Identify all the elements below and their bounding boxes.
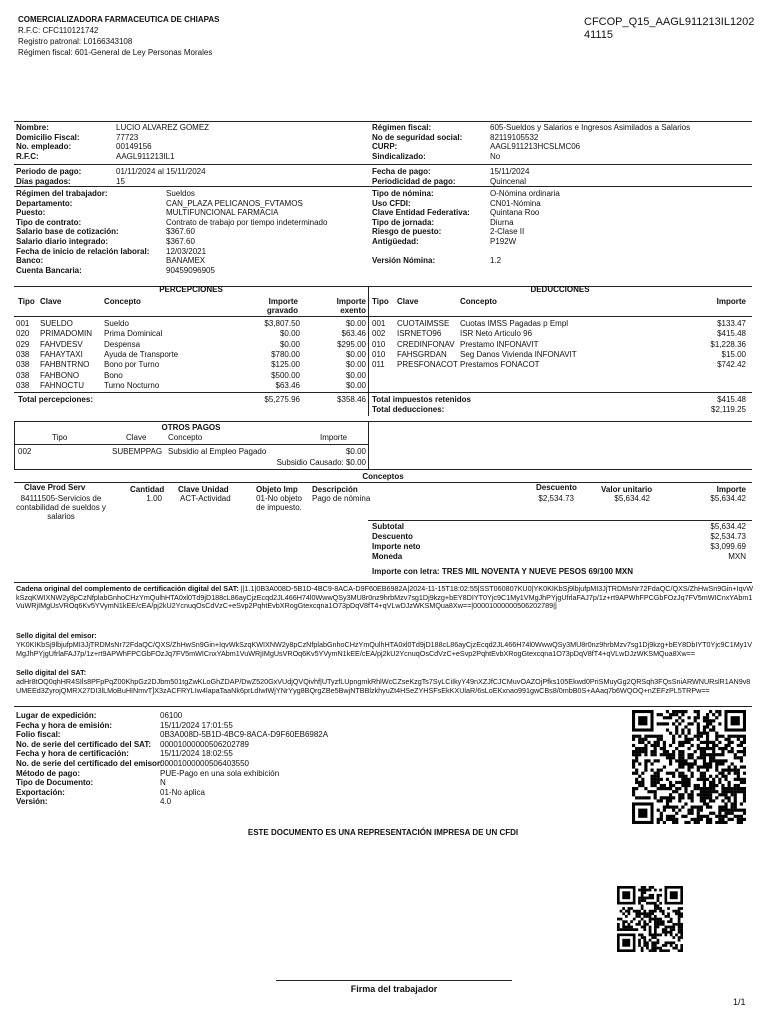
field-row	[16, 123, 209, 132]
cell-exento: $0.00	[345, 380, 366, 390]
cell-gravado: $0.00	[279, 329, 300, 339]
document-id-line2: 41115	[584, 29, 613, 41]
field-value: Contrato de trabajo por tiempo indeterminado	[166, 217, 328, 227]
ded-ret-value: $415.48	[717, 395, 746, 404]
cell-clave: ISRNETO96	[397, 329, 442, 339]
company-name: COMERCIALIZADORA FARMACEUTICA DE CHIAPAS	[18, 15, 220, 24]
cell-concepto: Turno Nocturno	[104, 380, 160, 390]
field-row	[16, 721, 233, 730]
field-label: Salario base de cotización:	[16, 227, 119, 237]
field-row	[16, 730, 328, 739]
field-row	[372, 208, 539, 217]
cell-concepto: Bono por Turno	[104, 360, 160, 370]
cell-concepto: Seg Danos Vivienda INFONAVIT	[460, 349, 577, 359]
cell-exento: $0.00	[345, 360, 366, 370]
field-label: Fecha y hora de certificación:	[16, 749, 129, 759]
conceptos-header-unidad: Clave Unidad	[178, 485, 229, 494]
sello-emisor-label: Sello digital del emisor:	[16, 631, 97, 640]
field-label: Folio fiscal:	[16, 730, 61, 740]
field-label: Uso CFDI:	[372, 198, 411, 208]
field-row	[372, 227, 524, 236]
field-row	[16, 208, 278, 217]
field-value: 06100	[160, 711, 183, 720]
field-value: Sueldos	[166, 189, 195, 198]
ded-total-value: $2,119.25	[711, 405, 746, 414]
conceptos-header-objeto: Objeto Imp	[256, 485, 298, 494]
document-id-line1: CFCOP_Q15_AAGL911213IL1202	[584, 16, 755, 28]
divider	[14, 482, 752, 483]
cell-tipo: 038	[16, 370, 30, 380]
company-rfc: R.F.C: CFC110121742	[18, 26, 99, 35]
field-row	[372, 142, 580, 151]
cell-importe: $1,228.36	[710, 339, 746, 349]
conceptos-title: Conceptos	[362, 472, 404, 481]
cell-exento: $63.46	[341, 329, 366, 339]
field-value: CN01-Nómina	[490, 198, 541, 208]
field-label: Subtotal	[372, 522, 404, 531]
field-label: Tipo de Documento:	[16, 778, 94, 788]
field-label: Lugar de expedición:	[16, 711, 97, 720]
conceptos-header-cantidad: Cantidad	[130, 485, 165, 494]
cell-concepto: Prima Dominical	[104, 329, 163, 339]
otros-row-tipo: 002	[18, 447, 32, 456]
field-row	[372, 532, 746, 541]
field-value: 1.2	[490, 256, 502, 266]
field-row	[16, 749, 233, 758]
field-row	[16, 177, 125, 186]
conceptos-row-cantidad: 1.00	[146, 494, 162, 503]
importe-letra	[372, 567, 633, 576]
conceptos-row-clave: 84111505-Servicios de contabilidad de sueldos y salarios	[16, 494, 106, 522]
perc-header-gravado: Importe gravado	[266, 297, 298, 316]
cell-concepto: Despensa	[104, 339, 141, 349]
field-label: Departamento:	[16, 198, 73, 208]
company-registro: Registro patronal: L0166343108	[18, 37, 133, 46]
divider	[14, 469, 752, 470]
cell-tipo: 020	[16, 329, 30, 339]
otros-header-tipo: Tipo	[52, 433, 68, 442]
cell-clave: FAHSGRDAN	[397, 349, 447, 359]
field-row	[372, 123, 690, 132]
field-label: Antigüedad:	[372, 237, 419, 246]
field-value: No	[490, 151, 501, 161]
field-value: Quincenal	[490, 176, 527, 186]
field-row	[372, 218, 514, 227]
cadena-original	[16, 585, 754, 611]
otros-row-clave: SUBEMPPAG	[112, 447, 163, 456]
field-value: 15	[116, 176, 125, 186]
field-label: Régimen del trabajador:	[16, 189, 108, 198]
cell-gravado: $500.00	[271, 370, 300, 380]
cell-importe: $133.47	[717, 319, 746, 328]
field-label: Días pagados:	[16, 176, 71, 186]
cell-tipo: 011	[372, 360, 385, 370]
divider	[14, 164, 752, 165]
cell-clave: FAHAYTAXI	[40, 349, 83, 359]
cell-importe: $742.42	[717, 360, 746, 370]
field-row	[372, 152, 500, 161]
field-value: $367.60	[166, 227, 195, 237]
field-value: LUCIO ALVAREZ GOMEZ	[116, 123, 210, 132]
divider	[14, 316, 752, 317]
divider	[14, 582, 752, 583]
field-row	[16, 256, 205, 265]
cell-tipo: 002	[372, 329, 386, 339]
signature-line	[276, 980, 512, 981]
field-value: MXN	[728, 552, 746, 561]
field-row	[16, 740, 249, 749]
divider	[368, 286, 369, 416]
cell-exento: $0.00	[345, 370, 366, 380]
conceptos-row-descuento: $2,534.73	[538, 494, 574, 503]
otros-header-concepto: Concepto	[168, 433, 203, 442]
field-row	[16, 247, 206, 256]
field-label: Importe neto	[372, 542, 421, 551]
field-row	[16, 769, 279, 778]
divider	[14, 392, 752, 393]
field-label: R.F.C:	[16, 151, 39, 161]
field-value: N	[160, 778, 166, 788]
field-label: Exportación:	[16, 787, 65, 797]
cell-clave: FAHBONO	[40, 370, 80, 380]
field-value: 0B3A008D-5B1D-4BC9-8ACA-D9F60EB6982A	[160, 730, 329, 740]
cell-clave: CUOTAIMSSE	[397, 319, 450, 328]
field-row	[16, 788, 205, 797]
company-regimen: Régimen fiscal: 601-General de Ley Personas Morales	[18, 48, 213, 57]
conceptos-row-descripcion: Pago de nómina	[312, 494, 371, 503]
field-value: 01/11/2024 al 15/11/2024	[116, 167, 206, 176]
cell-concepto: Cuotas IMSS Pagadas p Empl	[460, 319, 569, 328]
field-row	[372, 199, 541, 208]
cell-clave: PRESFONACOT	[397, 360, 458, 370]
field-value: P192W	[490, 237, 517, 246]
field-label: Tipo de jornada:	[372, 217, 435, 227]
field-value: $3,099.69	[710, 542, 746, 551]
field-value: 605-Sueldos y Salarios e Ingresos Asimilados a Salarios	[490, 123, 691, 132]
field-row	[16, 189, 195, 198]
field-value: 15/11/2024 18:02:55	[160, 749, 233, 759]
cell-tipo: 010	[372, 349, 386, 359]
perc-header-concepto: Concepto	[104, 297, 141, 306]
field-row	[16, 266, 215, 275]
field-label: Régimen fiscal:	[372, 123, 432, 132]
field-value: 01-No aplica	[160, 787, 205, 797]
cell-gravado: $3,807.50	[264, 319, 300, 328]
cell-exento: $0.00	[345, 319, 366, 328]
field-value: MULTIFUNCIONAL FARMACIA	[166, 208, 279, 218]
cell-concepto: Prestamo INFONAVIT	[460, 339, 539, 349]
ded-header-clave: Clave	[397, 297, 419, 306]
cell-concepto: Bono	[104, 370, 123, 380]
cell-importe: $15.00	[721, 349, 746, 359]
field-row	[16, 227, 195, 236]
field-value: PUE-Pago en una sola exhibición	[160, 768, 280, 778]
field-label: Periodicidad de pago:	[372, 176, 456, 186]
cell-clave: FAHNOCTU	[40, 380, 84, 390]
divider	[14, 706, 752, 707]
field-label: Fecha y hora de emisión:	[16, 720, 113, 730]
conceptos-row-objeto: 01-No objeto de impuesto.	[256, 494, 302, 513]
field-row	[16, 218, 327, 227]
field-row	[16, 797, 171, 806]
conceptos-header-clave: Clave Prod Serv	[24, 483, 86, 492]
field-label: Fecha de inicio de relación laboral:	[16, 246, 150, 256]
field-label: Puesto:	[16, 208, 46, 218]
field-value: 00001000000506403550	[160, 759, 249, 768]
field-row	[372, 256, 501, 265]
field-value: 00001000000506202789	[160, 739, 249, 749]
cell-tipo: 038	[16, 360, 30, 370]
field-label: Banco:	[16, 256, 44, 266]
ded-ret-label: Total impuestos retenidos	[372, 395, 471, 404]
cell-concepto: Prestamos FONACOT	[460, 360, 540, 370]
field-row	[372, 552, 746, 561]
field-value: Quintana Roo	[490, 208, 540, 218]
sello-emisor: YK0KIKbSj9lbjufpMI3JjTRDMsNr72FdaQC/QXS/ZhHwSn9Gin+IqvWkSzqKWIXNW2y8pCzNfplabGnhoCHzYmQulhHTA0xl0Td9jD188cL86ayCjzEcqd2JL466H74l0WwwQSy3MU8r0nz9hrbMzv7sg1Dj9kzg+bEY8DbIYT0Yjc9C1My1VMgJhPYjgUfrlaFAJ7p/1z+rt9APWhFPCGbFOzJq7FV5mWICnxYAbm1VuWRjIMgUsVROq6Kv5YVymN1kEE/cEA/pj2kU2YcnuqOsCdVzC+eSvp2PqhtEvbXRogGtexcqna1O73pDqV8fT4+qVLwDJzWKSMQua8Xw==	[16, 640, 753, 658]
field-value: 90459096905	[166, 265, 215, 275]
field-row	[16, 199, 303, 208]
conceptos-header-importe: Importe	[716, 485, 746, 494]
cell-exento: $0.00	[345, 349, 366, 359]
cell-concepto: Sueldo	[104, 319, 129, 328]
field-label: No. de serie del certificado del emisor:	[16, 759, 163, 768]
sello-sat: adHr8tOQ0qhHR4SIls8PFpPqZ00KhpGz2DJbm501tgZwKLoGhZDAP/DwZ520GxVUdjQVQivhf|UTyzfLUpngmkRhlWcCZseKzgTs7SyLCiIkyY49nXZJfCJCMuvOAZOjPfks105Ekwd0PriSMuyGg2QRSqh3FQsSniARWNURslR1AN9v8UMEEd3ZyrojQMRX27DI3lLMoBuHINmvT]X3zACFRYLIw4lapaTaaNk6prLdIwIWjYNrYyg8BQrgZBe5BwjNTBBlzkhyuZt4HSeZYHSFsEkKXUlaR/6sLoEKxnao991gwCBs8/0mbB0S+AAaq7b6WQOQ+nZEFzPL5TRPw==	[16, 677, 751, 695]
field-value: 77723	[116, 132, 139, 142]
representacion-impresa: ESTE DOCUMENTO ES UNA REPRESENTACIÓN IMPRESA DE UN CFDI	[247, 828, 519, 837]
field-label: Descuento	[372, 532, 413, 541]
cell-exento: $295.00	[337, 339, 366, 349]
field-label: No. empleado:	[16, 142, 72, 152]
field-label: Versión Nómina:	[372, 256, 436, 266]
qr-code-icon	[632, 710, 746, 824]
conceptos-header-valor: Valor unitario	[601, 485, 653, 494]
field-row	[16, 152, 175, 161]
importe-letra-value: TRES MIL NOVENTA Y NUEVE PESOS 69/100 MXN	[441, 567, 633, 576]
field-row	[372, 167, 529, 176]
ded-header-tipo: Tipo	[372, 297, 389, 306]
field-row	[16, 759, 249, 768]
field-row	[16, 142, 152, 151]
ded-total-label: Total deducciones:	[372, 405, 445, 414]
qr-code-icon	[617, 886, 683, 952]
field-label: Salario diario integrado:	[16, 237, 109, 246]
field-value: AAGL911213IL1	[116, 151, 175, 161]
field-label: Sindicalizado:	[372, 151, 426, 161]
field-value: O-Nómina ordinaria	[490, 189, 560, 198]
cell-gravado: $780.00	[271, 349, 300, 359]
cell-gravado: $125.00	[271, 360, 300, 370]
perc-total-label: Total percepciones:	[18, 395, 93, 404]
cell-clave: CREDINFONAV	[397, 339, 455, 349]
percepciones-title: PERCEPCIONES	[159, 285, 223, 294]
field-value: 15/11/2024 17:01:55	[160, 720, 233, 730]
cell-clave: FAHBNTRNO	[40, 360, 90, 370]
field-label: No de seguridad social:	[372, 132, 463, 142]
field-label: Versión:	[16, 797, 48, 807]
field-value: 82119105532	[490, 132, 539, 142]
divider	[14, 186, 752, 187]
cell-tipo: 038	[16, 380, 30, 390]
cell-clave: PRIMADOMIN	[40, 329, 92, 339]
field-value: $367.60	[166, 237, 195, 246]
field-label: CURP:	[372, 142, 398, 152]
field-label: Tipo de contrato:	[16, 217, 82, 227]
ded-header-concepto: Concepto	[460, 297, 497, 306]
field-row	[372, 177, 526, 186]
field-label: Clave Entidad Federativa:	[372, 208, 470, 218]
cell-concepto: Ayuda de Transporte	[104, 349, 179, 359]
divider	[368, 520, 752, 521]
field-value: 2-Clase II	[490, 227, 525, 237]
importe-letra-label: Importe con letra:	[372, 567, 440, 576]
field-row	[16, 237, 195, 246]
field-value: BANAMEX	[166, 256, 206, 266]
field-label: Fecha de pago:	[372, 167, 431, 176]
field-label: No. de serie del certificado del SAT:	[16, 739, 151, 749]
field-value: Diurna	[490, 217, 514, 227]
otros-header-importe: Importe	[320, 433, 348, 442]
field-label: Domicilio Fiscal:	[16, 132, 80, 142]
field-row	[372, 189, 560, 198]
otros-row-concepto: Subsidio al Empleo Pagado	[168, 447, 267, 456]
divider	[14, 421, 752, 422]
deducciones-title: DEDUCCIONES	[530, 285, 590, 294]
field-label: Cuenta Bancaria:	[16, 265, 82, 275]
conceptos-row-importe: $5,634.42	[710, 494, 746, 503]
otros-row-importe: $0.00	[345, 447, 366, 456]
field-value: AAGL911213HCSLMC06	[490, 142, 581, 152]
cell-tipo: 029	[16, 339, 30, 349]
field-label: Moneda	[372, 552, 403, 561]
perc-header-clave: Clave	[40, 297, 62, 306]
field-label: Método de pago:	[16, 768, 80, 778]
field-row	[372, 542, 746, 551]
field-row	[16, 133, 138, 142]
cadena-text: ||1.1|0B3A008D-5B1D-4BC9-8ACA-D9F60EB6982A|2024-11-15T18:02:55|SST060807KU0|YK0KIKbSj9lbjufpMI3JjTRDMsNr72FdaQC/QXS/ZhHwSn9Gin+IqvWkSzqKWIXNW2y8pCzNfplabGnhoCHzYmQulhHTA0xl0Td9jD188cL86ayCjzEcqd2JL466H74l0WwwQSy3MU8r0nz9hrbMzv7sg1Dj9kzg+bEY8DIYT0Yjc9C1My1VMgJhPYjgUfrlaFAJ7p/1z+rt9APWhFPCGbFOzJq7FV5mWICnxYAbm1VuWRjIMgUsVROq6Kv5YVymN1kEE/cEA/pj2kU2YcnuqOsCdVzC+eSvp2PqhtEvbXRogGtexcqna1O73pDqV8fT4+qVLwDJzWKSMQua8Xw==|00001000000506202789||	[16, 584, 753, 611]
conceptos-header-descuento: Descuento	[536, 483, 577, 492]
conceptos-header-descripcion: Descripción	[312, 485, 358, 494]
cell-importe: $415.48	[717, 329, 746, 339]
subsidio-causado: Subsidio Causado: $0.00	[276, 458, 366, 467]
divider	[14, 444, 368, 445]
cell-concepto: ISR Neto Articulo 96	[460, 329, 533, 339]
conceptos-row-valor: $5,634.42	[614, 494, 650, 503]
sello-sat-label: Sello digital del SAT:	[16, 668, 87, 677]
field-label: Nombre:	[16, 123, 49, 132]
cell-tipo: 010	[372, 339, 386, 349]
field-row	[372, 522, 746, 531]
field-value: 12/03/2021	[166, 246, 207, 256]
ded-header-importe: Importe	[716, 297, 746, 306]
perc-header-exento: Importe exento	[336, 297, 366, 316]
field-label: Periodo de pago:	[16, 167, 82, 176]
field-row	[372, 133, 538, 142]
cell-tipo: 001	[16, 319, 30, 328]
field-label: Tipo de nómina:	[372, 189, 434, 198]
cell-gravado: $63.46	[275, 380, 300, 390]
divider	[368, 421, 369, 469]
page-number: 1/1	[733, 997, 746, 1007]
conceptos-row-unidad: ACT-Actividad	[180, 494, 231, 503]
field-value: 4.0	[160, 797, 172, 807]
field-label: Riesgo de puesto:	[372, 227, 442, 237]
firma-trabajador: Firma del trabajador	[350, 984, 438, 994]
field-row	[16, 778, 166, 787]
cadena-label: Cadena original del complemento de certificación digital del SAT:	[16, 584, 239, 593]
field-value: $5,634.42	[710, 522, 746, 531]
field-value: $2,534.73	[710, 532, 746, 541]
field-value: 00149156	[116, 142, 152, 152]
perc-header-tipo: Tipo	[18, 297, 35, 306]
field-row	[16, 167, 206, 176]
otros-title: OTROS PAGOS	[161, 423, 221, 432]
perc-total-gravado: $5,275.96	[264, 395, 300, 404]
field-value: CAN_PLAZA PELICANOS_FVTAMOS	[166, 198, 303, 208]
cell-gravado: $0.00	[279, 339, 300, 349]
cell-tipo: 001	[372, 319, 386, 328]
otros-header-clave: Clave	[126, 433, 147, 442]
field-row	[372, 237, 516, 246]
cell-clave: SUELDO	[40, 319, 73, 328]
perc-total-exento: $358.46	[337, 395, 366, 404]
cell-tipo: 038	[16, 349, 30, 359]
field-row	[16, 711, 182, 720]
field-value: 15/11/2024	[490, 167, 530, 176]
divider	[14, 121, 752, 122]
cell-clave: FAHVDESV	[40, 339, 83, 349]
